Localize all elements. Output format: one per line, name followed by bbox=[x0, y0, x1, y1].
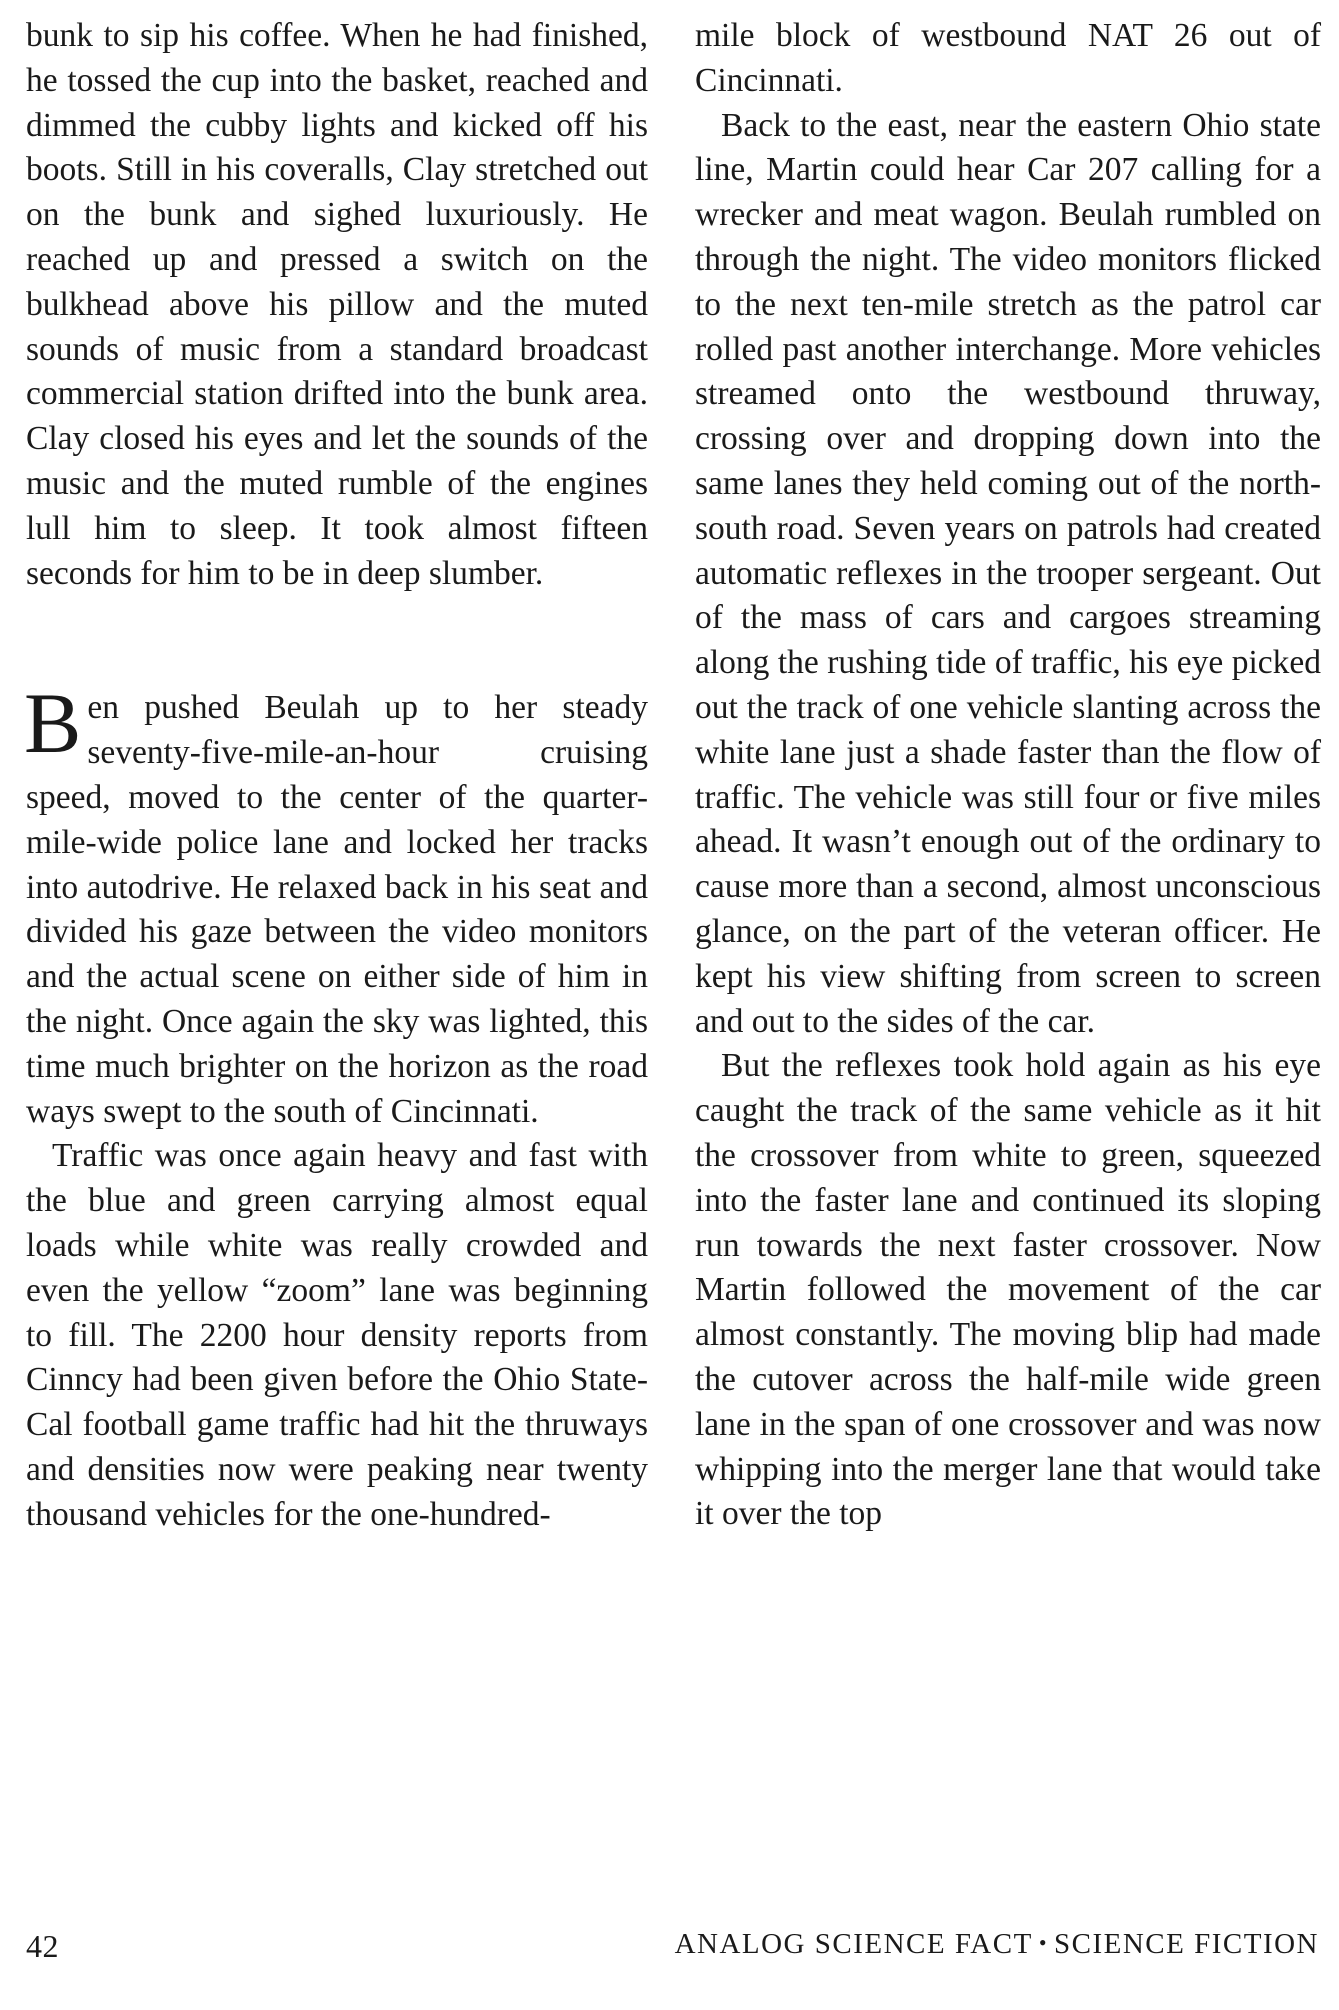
right-column bbox=[695, 14, 1321, 1537]
body-paragraph-with-dropcap bbox=[24, 675, 648, 1134]
dropcap-paragraph-text: en pushed Beulah up to her steady seventy-five-mile-an-hour cruising speed, moved to the center of the quarter-mile-wide police lane and locked her tracks into autodrive. He relaxed back in his seat and divided his gaze between the video monitors and the actual scene on either side of him in the night. Once again the sky was lighted, this time much brighter on the horizon as the road ways swept to the south of Cincinnati. bbox=[26, 689, 648, 1130]
left-column bbox=[26, 14, 648, 1538]
body-paragraph: Traffic was once again heavy and fast with the blue and green carrying almost equal loads while white was really crowded and even the yellow “zoom” lane was beginning to fill. The 2200 hour density reports from Cinncy had been given before the Ohio State-Cal football game traffic had hit the thruways and densities now were peaking near twenty thousand vehicles for the one-hundred- bbox=[26, 1137, 648, 1533]
body-paragraph: mile block of westbound NAT 26 out of Cincinnati. bbox=[695, 17, 1321, 99]
body-paragraph: Back to the east, near the eastern Ohio state line, Martin could hear Car 207 calling for a wrecker and meat wagon. Beulah rumbled on through the night. The video monitors flicked to the next ten-mile stretch as the patrol car rolled past another interchange. More vehicles streamed onto the westbound thruway, crossing over and dropping down into the same lanes they held coming out of the north-south road. Seven years on patrols had created automatic reflexes in the trooper sergeant. Out of the mass of cars and cargoes streaming along the rushing tide of traffic, his eye picked out the track of one vehicle slanting across the white lane just a shade faster than the flow of traffic. The vehicle was still four or five miles ahead. It wasn’t enough out of the ordinary to cause more than a second, almost unconscious glance, on the part of the veteran officer. He kept his view shifting from screen to screen and out to the sides of the car. bbox=[695, 106, 1321, 1040]
page-number: 42 bbox=[26, 1928, 59, 1964]
bullet-separator: • bbox=[1038, 1930, 1049, 1955]
running-footer-title bbox=[675, 1928, 1319, 1961]
section-break bbox=[26, 596, 648, 686]
magazine-title-part2: SCIENCE FICTION bbox=[1054, 1928, 1319, 1960]
body-paragraph: bunk to sip his coffee. When he had finished, he tossed the cup into the basket, reached and dimmed the cubby lights and kicked off his boots. Still in his coveralls, Clay stretched out on the bunk and sighed luxuriously. He reached up and pressed a switch on the bulkhead above his pillow and the muted sounds of music from a standard broadcast commercial station drifted into the bunk area. Clay closed his eyes and let the sounds of the music and the muted rumble of the engines lull him to sleep. It took almost fifteen seconds for him to be in deep slumber. bbox=[26, 17, 648, 592]
drop-cap: B bbox=[24, 675, 82, 772]
magazine-title-part1: ANALOG SCIENCE FACT bbox=[674, 1928, 1033, 1960]
body-paragraph: But the reflexes took hold again as his eye caught the track of the same vehicle as it hit the crossover from white to green, squeezed into the faster lane and continued its sloping run towards the next faster crossover. Now Martin followed the movement of the car almost constantly. The moving blip had made the cutover across the half-mile wide green lane in the span of one crossover and was now whipping into the merger lane that would take it over the top bbox=[695, 1047, 1321, 1533]
